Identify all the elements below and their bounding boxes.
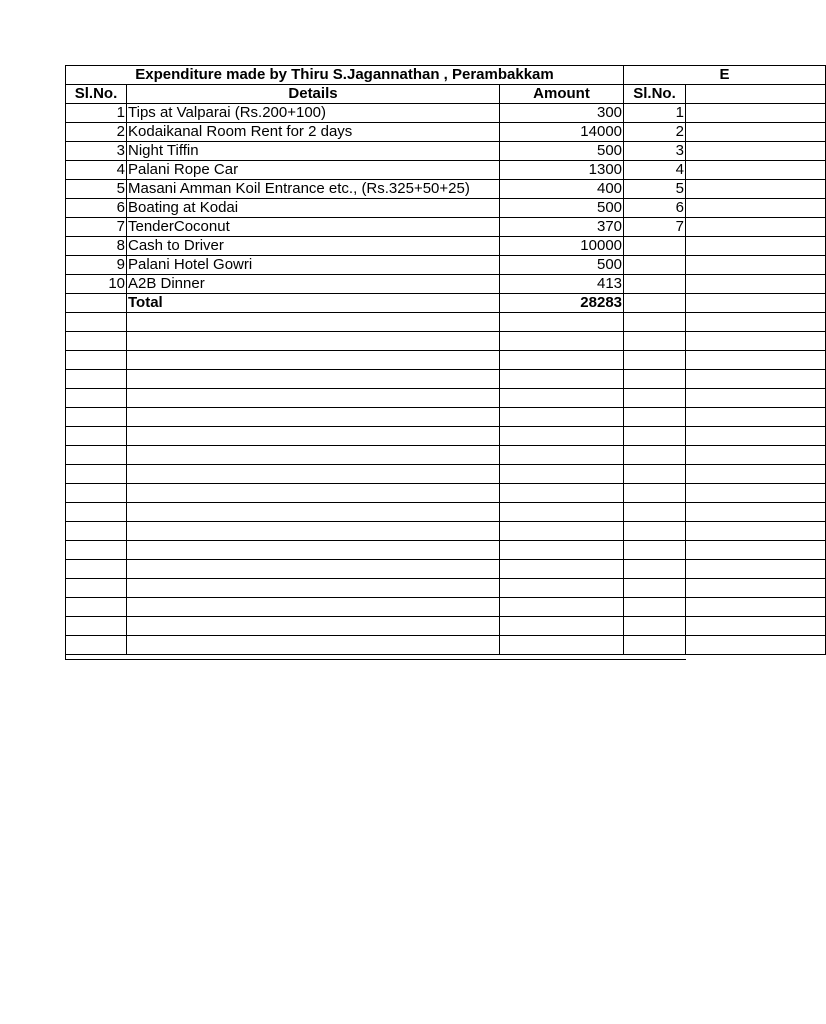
empty-cell xyxy=(500,408,624,427)
empty-cell xyxy=(66,598,127,617)
header-details: Details xyxy=(127,85,500,104)
empty-cell xyxy=(624,636,686,655)
empty-cell xyxy=(66,579,127,598)
empty-cell xyxy=(686,560,826,579)
empty-cell xyxy=(66,503,127,522)
empty-cell xyxy=(624,579,686,598)
row-slno-2: 7 xyxy=(624,218,686,237)
total-slno-cell xyxy=(66,294,127,313)
empty-cell xyxy=(686,522,826,541)
total-empty xyxy=(686,294,826,313)
empty-cell xyxy=(500,503,624,522)
empty-cell xyxy=(66,351,127,370)
empty-cell xyxy=(500,636,624,655)
row-amount: 1300 xyxy=(500,161,624,180)
empty-cell xyxy=(127,579,500,598)
empty-cell xyxy=(686,484,826,503)
empty-cell xyxy=(66,617,127,636)
empty-cell xyxy=(686,465,826,484)
row-slno: 9 xyxy=(66,256,127,275)
empty-cell xyxy=(66,484,127,503)
table-row xyxy=(66,218,826,237)
empty-cell xyxy=(500,465,624,484)
table-row xyxy=(66,199,826,218)
row-empty xyxy=(686,275,826,294)
empty-cell xyxy=(127,598,500,617)
empty-cell xyxy=(127,389,500,408)
row-slno: 3 xyxy=(66,142,127,161)
empty-row xyxy=(66,446,826,465)
empty-cell xyxy=(127,522,500,541)
empty-row xyxy=(66,560,826,579)
empty-cell xyxy=(624,389,686,408)
empty-cell xyxy=(686,541,826,560)
table-row xyxy=(66,256,826,275)
empty-cell xyxy=(624,351,686,370)
row-slno-2: 2 xyxy=(624,123,686,142)
empty-cell xyxy=(127,446,500,465)
empty-cell xyxy=(500,313,624,332)
empty-cell xyxy=(66,636,127,655)
empty-cell xyxy=(686,598,826,617)
empty-cell xyxy=(66,370,127,389)
row-slno-2 xyxy=(624,237,686,256)
empty-cell xyxy=(66,541,127,560)
row-details: Palani Hotel Gowri xyxy=(127,256,500,275)
row-slno-2: 6 xyxy=(624,199,686,218)
empty-cell xyxy=(500,351,624,370)
empty-cell xyxy=(500,389,624,408)
row-details: Tips at Valparai (Rs.200+100) xyxy=(127,104,500,123)
table-row xyxy=(66,123,826,142)
empty-row xyxy=(66,484,826,503)
empty-row xyxy=(66,522,826,541)
table-row xyxy=(66,180,826,199)
empty-row xyxy=(66,313,826,332)
second-sheet-title: E xyxy=(624,66,826,85)
empty-cell xyxy=(624,541,686,560)
empty-cell xyxy=(127,351,500,370)
row-details: Boating at Kodai xyxy=(127,199,500,218)
row-slno: 7 xyxy=(66,218,127,237)
empty-cell xyxy=(66,389,127,408)
row-slno-2: 3 xyxy=(624,142,686,161)
empty-cell xyxy=(686,617,826,636)
empty-row xyxy=(66,617,826,636)
empty-cell xyxy=(624,332,686,351)
row-empty xyxy=(686,218,826,237)
empty-cell xyxy=(686,427,826,446)
row-slno-2 xyxy=(624,256,686,275)
empty-row xyxy=(66,465,826,484)
empty-row xyxy=(66,636,826,655)
empty-cell xyxy=(127,408,500,427)
empty-cell xyxy=(686,579,826,598)
row-amount: 500 xyxy=(500,142,624,161)
empty-cell xyxy=(127,560,500,579)
empty-cell xyxy=(500,446,624,465)
empty-cell xyxy=(66,560,127,579)
row-amount: 10000 xyxy=(500,237,624,256)
empty-cell xyxy=(624,522,686,541)
row-amount: 370 xyxy=(500,218,624,237)
empty-cell xyxy=(500,427,624,446)
empty-cell xyxy=(686,351,826,370)
row-slno-2 xyxy=(624,275,686,294)
row-slno: 2 xyxy=(66,123,127,142)
header-empty xyxy=(686,85,826,104)
header-slno: Sl.No. xyxy=(66,85,127,104)
empty-cell xyxy=(500,541,624,560)
empty-cell xyxy=(624,598,686,617)
empty-cell xyxy=(127,313,500,332)
empty-cell xyxy=(500,579,624,598)
total-slno-2-cell xyxy=(624,294,686,313)
row-empty xyxy=(686,256,826,275)
empty-cell xyxy=(66,332,127,351)
empty-row xyxy=(66,541,826,560)
empty-cell xyxy=(500,332,624,351)
empty-cell xyxy=(686,332,826,351)
empty-cell xyxy=(500,560,624,579)
row-slno: 5 xyxy=(66,180,127,199)
empty-cell xyxy=(500,484,624,503)
total-amount: 28283 xyxy=(500,294,624,313)
empty-cell xyxy=(66,408,127,427)
row-amount: 413 xyxy=(500,275,624,294)
row-slno-2: 1 xyxy=(624,104,686,123)
table-row xyxy=(66,142,826,161)
empty-cell xyxy=(500,617,624,636)
row-amount: 500 xyxy=(500,199,624,218)
empty-cell xyxy=(66,465,127,484)
row-details: Cash to Driver xyxy=(127,237,500,256)
empty-cell xyxy=(686,313,826,332)
row-details: Kodaikanal Room Rent for 2 days xyxy=(127,123,500,142)
row-amount: 300 xyxy=(500,104,624,123)
expenditure-table xyxy=(65,65,826,655)
table-row xyxy=(66,104,826,123)
empty-cell xyxy=(66,427,127,446)
row-slno-2: 4 xyxy=(624,161,686,180)
empty-cell xyxy=(127,332,500,351)
row-slno-2: 5 xyxy=(624,180,686,199)
empty-row xyxy=(66,503,826,522)
row-details: Palani Rope Car xyxy=(127,161,500,180)
row-empty xyxy=(686,123,826,142)
row-slno: 8 xyxy=(66,237,127,256)
empty-cell xyxy=(686,389,826,408)
header-slno-2: Sl.No. xyxy=(624,85,686,104)
table-row xyxy=(66,237,826,256)
empty-row xyxy=(66,408,826,427)
empty-row xyxy=(66,351,826,370)
empty-row xyxy=(66,579,826,598)
empty-cell xyxy=(66,446,127,465)
empty-row xyxy=(66,598,826,617)
empty-cell xyxy=(624,427,686,446)
row-empty xyxy=(686,199,826,218)
table-row xyxy=(66,161,826,180)
total-row xyxy=(66,294,826,313)
total-label: Total xyxy=(127,294,500,313)
empty-cell xyxy=(624,370,686,389)
row-slno: 6 xyxy=(66,199,127,218)
empty-cell xyxy=(624,408,686,427)
table-row xyxy=(66,275,826,294)
empty-cell xyxy=(66,313,127,332)
empty-row xyxy=(66,332,826,351)
row-empty xyxy=(686,142,826,161)
empty-cell xyxy=(500,522,624,541)
row-details: TenderCoconut xyxy=(127,218,500,237)
empty-cell xyxy=(127,465,500,484)
empty-cell xyxy=(127,427,500,446)
row-details: Night Tiffin xyxy=(127,142,500,161)
row-empty xyxy=(686,104,826,123)
empty-cell xyxy=(686,636,826,655)
empty-cell xyxy=(127,541,500,560)
empty-cell xyxy=(127,617,500,636)
empty-row xyxy=(66,389,826,408)
sheet-title: Expenditure made by Thiru S.Jagannathan , Perambakkam xyxy=(66,66,624,85)
empty-cell xyxy=(624,503,686,522)
header-amount: Amount xyxy=(500,85,624,104)
expenditure-sheet xyxy=(65,65,730,660)
empty-cell xyxy=(624,560,686,579)
empty-cell xyxy=(624,484,686,503)
empty-cell xyxy=(624,313,686,332)
empty-cell xyxy=(624,465,686,484)
empty-cell xyxy=(500,598,624,617)
row-empty xyxy=(686,237,826,256)
empty-cell xyxy=(686,446,826,465)
empty-cell xyxy=(686,408,826,427)
empty-cell xyxy=(66,522,127,541)
row-details: Masani Amman Koil Entrance etc., (Rs.325+50+25) xyxy=(127,180,500,199)
empty-cell xyxy=(127,484,500,503)
row-amount: 400 xyxy=(500,180,624,199)
empty-row xyxy=(66,370,826,389)
row-amount: 500 xyxy=(500,256,624,275)
row-slno: 1 xyxy=(66,104,127,123)
title-row xyxy=(66,66,826,85)
empty-row xyxy=(66,427,826,446)
empty-cell xyxy=(686,503,826,522)
row-empty xyxy=(686,180,826,199)
empty-cell xyxy=(624,446,686,465)
row-amount: 14000 xyxy=(500,123,624,142)
empty-cell xyxy=(127,636,500,655)
empty-cell xyxy=(500,370,624,389)
header-row xyxy=(66,85,826,104)
empty-cell xyxy=(686,370,826,389)
row-slno: 10 xyxy=(66,275,127,294)
row-slno: 4 xyxy=(66,161,127,180)
row-details: A2B Dinner xyxy=(127,275,500,294)
empty-cell xyxy=(624,617,686,636)
empty-cell xyxy=(127,503,500,522)
row-empty xyxy=(686,161,826,180)
empty-cell xyxy=(127,370,500,389)
